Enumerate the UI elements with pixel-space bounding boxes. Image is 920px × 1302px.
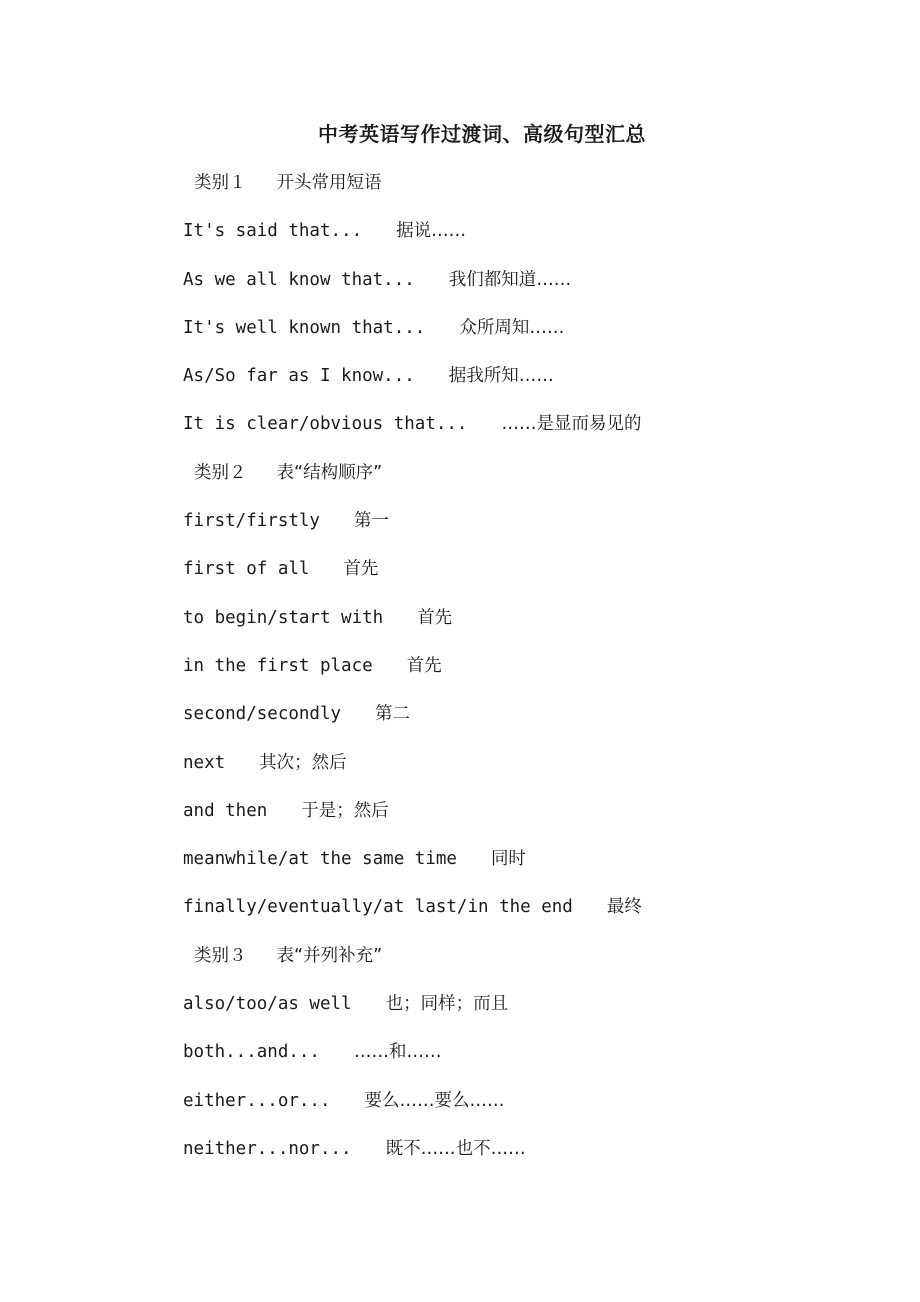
phrase-row (183, 554, 883, 602)
category-title: 开头常用短语 (276, 173, 382, 193)
phrase-row (183, 796, 883, 844)
page-title: 中考英语写作过渡词、高级句型汇总 (318, 122, 646, 146)
category-title: 表“并列补充” (276, 945, 383, 966)
category-title: 表“结构顺序” (276, 462, 383, 483)
phrase-chinese: 既不……也不…… (385, 1138, 526, 1159)
category-heading-2 (183, 458, 883, 506)
phrase-row (183, 1037, 883, 1085)
phrase-chinese: 我们都知道…… (448, 269, 572, 290)
phrase-chinese: 同时 (490, 849, 526, 870)
phrase-row (183, 313, 883, 361)
phrase-row (183, 361, 883, 409)
phrase-english: and then (183, 800, 268, 821)
phrase-english: either...or... (183, 1090, 331, 1111)
category-label: 类别２ (194, 462, 247, 483)
phrase-chinese: 第一 (353, 511, 389, 532)
phrase-english: next (183, 752, 226, 773)
phrase-chinese: 于是；然后 (301, 800, 389, 821)
phrase-row (183, 216, 883, 264)
phrase-row (183, 748, 883, 796)
phrase-row (183, 651, 883, 699)
phrase-chinese: ……是显而易见的 (501, 414, 642, 435)
phrase-chinese: 据我所知…… (448, 366, 554, 387)
phrase-english: It is clear/obvious that... (183, 414, 468, 435)
phrase-chinese: 其次；然后 (259, 752, 347, 773)
category-label: 类别３ (194, 945, 247, 966)
phrase-english: It's said that... (183, 221, 363, 242)
phrase-chinese: 也；同样；而且 (385, 994, 509, 1015)
phrase-english: neither...nor... (183, 1138, 352, 1159)
phrase-row (183, 844, 883, 892)
phrase-row (183, 409, 883, 457)
phrase-row (183, 1086, 883, 1134)
phrase-english: It's well known that... (183, 317, 426, 338)
phrase-english: first of all (183, 559, 310, 580)
phrase-list (183, 168, 883, 1182)
phrase-chinese: 据说…… (396, 221, 467, 242)
phrase-chinese: 首先 (417, 607, 453, 628)
phrase-row (183, 989, 883, 1037)
phrase-english: first/firstly (183, 511, 320, 532)
phrase-english: finally/eventually/at last/in the end (183, 897, 573, 918)
phrase-chinese: 第二 (375, 704, 411, 725)
phrase-row (183, 699, 883, 747)
phrase-row (183, 1134, 883, 1182)
phrase-chinese: 众所周知…… (459, 317, 565, 338)
phrase-english: in the first place (183, 655, 373, 676)
phrase-chinese: 要么……要么…… (364, 1090, 505, 1111)
phrase-english: also/too/as well (183, 994, 352, 1015)
phrase-row (183, 603, 883, 651)
phrase-english: to begin/start with (183, 607, 384, 628)
category-heading-1 (183, 168, 883, 216)
phrase-row (183, 265, 883, 313)
phrase-chinese: 首先 (343, 559, 379, 580)
phrase-english: both...and... (183, 1042, 320, 1063)
phrase-chinese: 首先 (406, 655, 442, 676)
phrase-chinese: ……和…… (353, 1042, 442, 1063)
phrase-english: meanwhile/at the same time (183, 849, 457, 870)
phrase-english: As/So far as I know... (183, 366, 415, 387)
phrase-english: As we all know that... (183, 269, 415, 290)
category-heading-3 (183, 941, 883, 989)
phrase-row (183, 892, 883, 940)
phrase-row (183, 506, 883, 554)
category-label: 类别１ (194, 173, 247, 193)
phrase-english: second/secondly (183, 704, 342, 725)
phrase-chinese: 最终 (606, 897, 642, 918)
